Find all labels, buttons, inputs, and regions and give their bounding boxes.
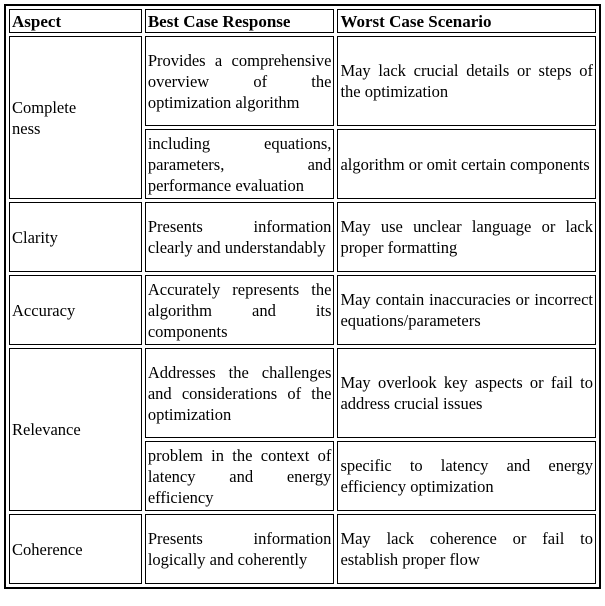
aspect-cell: Clarity — [9, 202, 142, 272]
best-case-cell: problem in the context of latency and energy efficiency — [145, 441, 335, 511]
best-case-cell: Presents information clearly and understandably — [145, 202, 335, 272]
best-case-cell: Provides a comprehensive overview of the optimization algorithm — [145, 36, 335, 126]
best-case-cell: including equations, parameters, and performance evaluation — [145, 129, 335, 199]
aspect-cell: Accuracy — [9, 275, 142, 345]
aspect-cell: Coherence — [9, 514, 142, 584]
worst-case-cell: May lack crucial details or steps of the optimization — [337, 36, 596, 126]
worst-case-cell: May overlook key aspects or fail to address crucial issues — [337, 348, 596, 438]
table-row — [9, 514, 596, 584]
table-row — [9, 202, 596, 272]
aspect-cell: Relevance — [9, 348, 142, 511]
header-aspect: Aspect — [9, 9, 142, 33]
table-row — [9, 275, 596, 345]
comparison-table — [4, 4, 601, 589]
header-worst-case: Worst Case Scenario — [337, 9, 596, 33]
header-best-case: Best Case Response — [145, 9, 335, 33]
worst-case-cell: May contain inaccuracies or incorrect equations/parameters — [337, 275, 596, 345]
best-case-cell: Presents information logically and coherently — [145, 514, 335, 584]
worst-case-cell: algorithm or omit certain components — [337, 129, 596, 199]
table-row — [9, 36, 596, 126]
header-row — [9, 9, 596, 33]
aspect-cell-completeness — [9, 36, 142, 199]
worst-case-cell: specific to latency and energy efficiency optimization — [337, 441, 596, 511]
table-row — [9, 348, 596, 438]
best-case-cell: Accurately represents the algorithm and its components — [145, 275, 335, 345]
worst-case-cell: May use unclear language or lack proper formatting — [337, 202, 596, 272]
best-case-cell: Addresses the challenges and considerations of the optimization — [145, 348, 335, 438]
worst-case-cell: May lack coherence or fail to establish proper flow — [337, 514, 596, 584]
aspect-label: Complete ness — [12, 97, 77, 138]
